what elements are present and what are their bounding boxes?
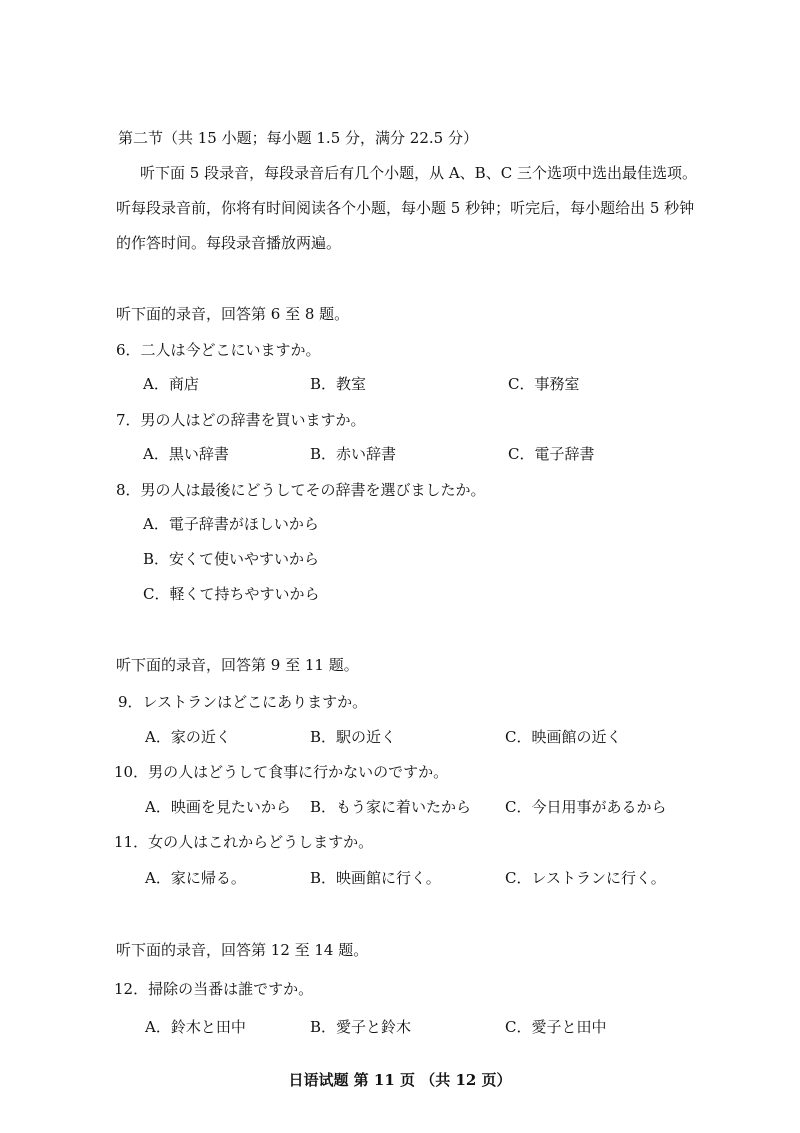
- instruction-line-2: 听每段录音前，你将有时间阅读各个小题，每小题 5 秒钟；听完后，每小题给出 5 秒钟: [116, 199, 695, 217]
- question-12-option-b: B．愛子と鈴木: [310, 1018, 412, 1036]
- question-11: 11．女の人はこれからどうしますか。: [114, 833, 374, 851]
- question-11-option-a: A．家に帰る。: [145, 869, 246, 887]
- question-8: 8．男の人は最後にどうしてその辞書を選びましたか。: [116, 481, 486, 499]
- question-7: 7．男の人はどの辞書を買いますか。: [116, 411, 366, 429]
- page-footer: 日语试题 第 11 页 （共 12 页）: [288, 1071, 512, 1089]
- group-prompt-2: 听下面的录音，回答第 9 至 11 题。: [116, 656, 359, 674]
- question-8-option-c: C．軽くて持ちやすいから: [143, 585, 320, 603]
- question-6-option-a: A．商店: [143, 375, 199, 393]
- question-6-option-b: B．教室: [310, 375, 367, 393]
- instruction-line-3: 的作答时间。每段录音播放两遍。: [116, 234, 342, 252]
- question-10: 10．男の人はどうして食事に行かないのですか。: [114, 763, 449, 781]
- question-10-option-a: A．映画を見たいから: [145, 798, 291, 816]
- question-11-option-c: C．レストランに行く。: [505, 869, 666, 887]
- question-7-option-b: B．赤い辞書: [310, 445, 397, 463]
- question-8-option-b: B．安くて使いやすいから: [143, 550, 320, 568]
- question-7-option-a: A．黒い辞書: [143, 445, 229, 463]
- question-9-option-b: B．駅の近く: [310, 728, 397, 746]
- question-9-option-c: C．映画館の近く: [505, 728, 622, 746]
- group-prompt-3: 听下面的录音，回答第 12 至 14 题。: [116, 941, 369, 959]
- group-prompt-1: 听下面的录音，回答第 6 至 8 题。: [116, 305, 350, 323]
- question-7-option-c: C．電子辞書: [508, 445, 595, 463]
- question-12: 12．掃除の当番は誰ですか。: [114, 980, 314, 998]
- question-6-option-c: C．事務室: [508, 375, 580, 393]
- question-10-option-c: C．今日用事があるから: [505, 798, 667, 816]
- section-header: 第二节（共 15 小题；每小题 1.5 分，满分 22.5 分）: [118, 129, 478, 147]
- question-9-option-a: A．家の近く: [145, 728, 231, 746]
- question-12-option-a: A．鈴木と田中: [145, 1018, 246, 1036]
- question-10-option-b: B．もう家に着いたから: [310, 798, 472, 816]
- question-6: 6．二人は今どこにいますか。: [116, 341, 321, 359]
- question-11-option-b: B．映画館に行く。: [310, 869, 441, 887]
- question-9: 9．レストランはどこにありますか。: [118, 693, 368, 711]
- question-8-option-a: A．電子辞書がほしいから: [143, 515, 319, 533]
- question-12-option-c: C．愛子と田中: [505, 1018, 607, 1036]
- instruction-line-1: 听下面 5 段录音，每段录音后有几个小题，从 A、B、C 三个选项中选出最佳选项。: [140, 164, 697, 182]
